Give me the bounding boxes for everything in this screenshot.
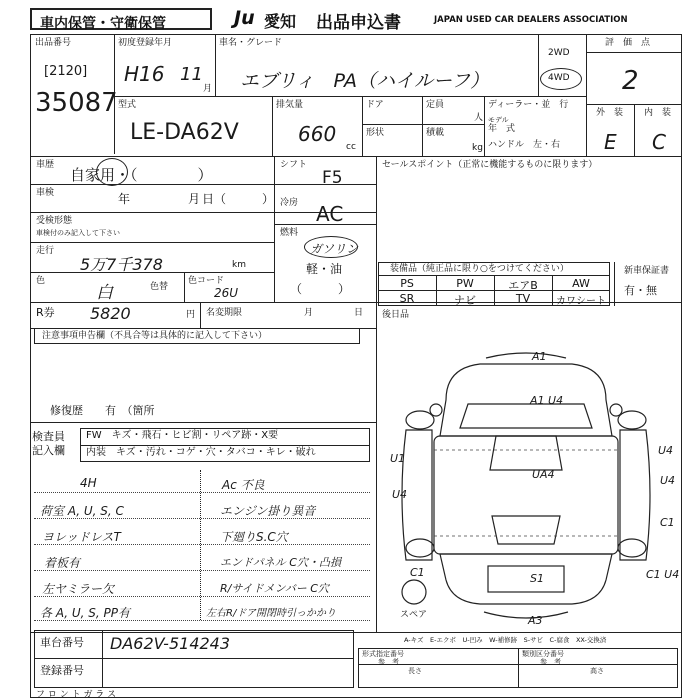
- recycle-unit: 円: [186, 310, 196, 320]
- equip-tv: TV: [515, 292, 531, 305]
- note-right-4: エンドパネル C穴・凸損: [220, 556, 341, 569]
- equip-pw: PW: [456, 277, 474, 290]
- bottom-row-label: フ ロ ン ト ガ ラ ス: [36, 690, 117, 700]
- chassis-value: DA62V-514243: [110, 634, 231, 653]
- mark-right3: C1: [660, 516, 675, 529]
- color-label: 色: [36, 276, 46, 286]
- exam-sub: 車検付のみ記入して下さい: [36, 229, 120, 237]
- inspection-day: 日（ ）: [202, 192, 275, 206]
- name-change-month: 月: [304, 308, 314, 318]
- score-ext-label: 外 装: [596, 108, 624, 118]
- history-label: 車歴: [36, 160, 55, 170]
- org-name-en: JAPAN USED CAR DEALERS ASSOCIATION: [434, 15, 628, 25]
- warranty-value: 有・無: [624, 284, 657, 297]
- class-sub: 参 考: [540, 658, 561, 666]
- inspector-label-2: 記入欄: [32, 444, 65, 457]
- lot-sub: [2120]: [44, 64, 88, 79]
- name-change-day: 日: [354, 308, 364, 318]
- type-label: 形式指定番号: [362, 650, 404, 658]
- repair-label: 修復歴 有 （箇所: [50, 404, 155, 417]
- shift-label: シフト: [280, 160, 308, 170]
- displacement-unit: cc: [346, 142, 356, 152]
- mark-bottom: S1: [530, 572, 544, 585]
- mark-bottom-left: C1: [410, 566, 425, 579]
- ju-logo: Ju: [234, 7, 255, 29]
- cooling-label: 冷房: [280, 198, 299, 208]
- rear-label: 後日品: [382, 310, 410, 320]
- fuel-paren: （ ）: [290, 282, 351, 296]
- fuel-value1: ガソリン: [310, 242, 359, 256]
- mark-front-right: U1: [390, 452, 406, 465]
- sales-label: セールスポイント（正常に機能するものに限ります）: [382, 160, 598, 170]
- lot-label: 出品番号: [35, 38, 72, 48]
- notes-label: 注意事項申告欄（不具合等は具体的に記入して下さい）: [42, 331, 268, 341]
- storage-badge: [30, 8, 212, 30]
- dealer-year-label: 年 式: [488, 124, 516, 134]
- first-reg-unit: 月: [203, 84, 213, 94]
- inspection-year: 年: [118, 192, 131, 206]
- height-label: 高さ: [590, 667, 604, 675]
- note-left-3: ヨレッドレスT: [42, 530, 121, 544]
- mark-right2: U4: [660, 474, 676, 487]
- note-right-5: R/サイドメンバー C穴: [220, 582, 329, 595]
- type-sub: 参 考: [378, 658, 399, 666]
- storage-badge-text: 車内保管・守衛保管: [40, 16, 166, 32]
- color-value: 白: [96, 283, 113, 303]
- color-change-label: 色替: [150, 282, 169, 292]
- cooling-value: AC: [316, 202, 344, 226]
- equip-aw: AW: [572, 277, 590, 290]
- equip-navi: ナビ: [454, 294, 476, 307]
- mark-right-mid: U4: [658, 444, 674, 457]
- spare-label: スペア: [400, 610, 428, 620]
- mark-center: UA4: [532, 468, 555, 481]
- car-damage-diagram: [376, 340, 682, 632]
- first-reg-label: 初度登録年月: [118, 38, 173, 48]
- capacity-unit: 人: [474, 113, 484, 123]
- exam-label: 受検形態: [36, 216, 73, 226]
- load-unit: kg: [472, 143, 483, 153]
- first-reg-month: 11: [180, 64, 203, 85]
- mileage-label: 走行: [36, 246, 55, 256]
- load-label: 積載: [426, 128, 445, 138]
- recycle-value: 5820: [90, 304, 131, 323]
- mark-left: U4: [392, 488, 408, 501]
- lot-number: 35087: [35, 88, 118, 118]
- history-circle: [96, 158, 128, 186]
- displacement-label: 排気量: [276, 100, 304, 110]
- note-left-2: 荷室 A, U, S, C: [40, 504, 124, 518]
- model-value: LE-DA62V: [130, 120, 239, 145]
- note-left-6: 各 A, U, S, PP有: [40, 606, 131, 620]
- handle-label: ハンドル 左・右: [488, 140, 561, 150]
- inspector-fw-row: FW キズ・飛石・ヒビ割・リペア跡・X要: [86, 430, 279, 441]
- mileage-value: 5万7千378: [80, 255, 163, 274]
- inspector-int-row: 内装 キズ・汚れ・コゲ・穴・タバコ・キレ・破れ: [86, 447, 316, 458]
- shape-label: 形状: [366, 128, 385, 138]
- inspector-label-1: 検査員: [32, 430, 65, 443]
- shift-value: F5: [322, 168, 343, 188]
- score-value: 2: [622, 66, 639, 96]
- inspection-label: 車検: [36, 188, 55, 198]
- note-right-6: 左右R/ドア開閉時引っかかり: [206, 608, 337, 619]
- capacity-label: 定員: [426, 100, 445, 110]
- org-name: 愛知: [264, 12, 297, 31]
- drive-4wd: 4WD: [548, 73, 570, 83]
- equipment-label: 装備品（純正品に限り○をつけてください）: [390, 264, 569, 274]
- class-label: 類別区分番号: [522, 650, 564, 658]
- fuel-value2: 軽・油: [306, 262, 343, 276]
- model-label: 型式: [118, 100, 137, 110]
- equip-sr: SR: [399, 292, 415, 305]
- door-label: ドア: [366, 100, 384, 110]
- first-reg-year: H16: [124, 62, 165, 86]
- mark-bottom-right: C1 U4: [646, 568, 680, 581]
- car-name-value: エブリィ PA（ハイルーフ）: [240, 70, 490, 92]
- score-ext-value: E: [604, 130, 617, 154]
- note-left-4: 着板有: [44, 556, 81, 570]
- color-code-label: 色コード: [188, 276, 225, 286]
- reg-no-label: 登録番号: [40, 664, 84, 677]
- dealer-model-label: モデル: [488, 116, 509, 124]
- score-int-value: C: [652, 130, 666, 154]
- mileage-unit: km: [232, 260, 246, 270]
- equip-leather: カワシート: [556, 296, 606, 307]
- score-int-label: 内 装: [644, 108, 672, 118]
- note-right-2: エンジン掛り異音: [220, 504, 316, 518]
- doc-title: 出品申込書: [316, 13, 401, 33]
- drive-2wd: 2WD: [548, 48, 570, 58]
- damage-legend: A-キズ E-エクボ U-凹み W-補修跡 S-サビ C-腐食 XX-交換済: [404, 636, 607, 644]
- car-name-label: 車名・グレード: [219, 38, 283, 48]
- fuel-label: 燃料: [280, 228, 299, 238]
- mark-roof: A1 U4: [530, 394, 564, 407]
- length-label: 長さ: [408, 667, 422, 675]
- history-value: 自家用・（ ）: [70, 166, 213, 184]
- note-left-5: 左ヤミラー欠: [42, 582, 115, 596]
- recycle-label: R券: [36, 306, 55, 319]
- equip-airbag: エアB: [508, 279, 538, 292]
- mark-rear: A3: [528, 614, 543, 627]
- note-right-1: Ac 不良: [222, 478, 265, 492]
- color-code: 26U: [214, 286, 239, 300]
- fuel-circle: [304, 236, 358, 258]
- note-left-1: 4H: [80, 476, 97, 490]
- dealer-label: ディーラー・並 行: [488, 100, 569, 110]
- inspection-month: 月: [188, 192, 201, 206]
- displacement-value: 660: [298, 122, 337, 146]
- equip-ps: PS: [400, 277, 414, 290]
- score-label: 評 価 点: [605, 38, 651, 48]
- warranty-label: 新車保証書: [624, 266, 670, 276]
- name-change-label: 名変期限: [206, 308, 243, 318]
- chassis-label: 車台番号: [40, 636, 84, 649]
- mark-top: A1: [532, 350, 547, 363]
- note-right-3: 下廻りS.C穴: [220, 530, 288, 544]
